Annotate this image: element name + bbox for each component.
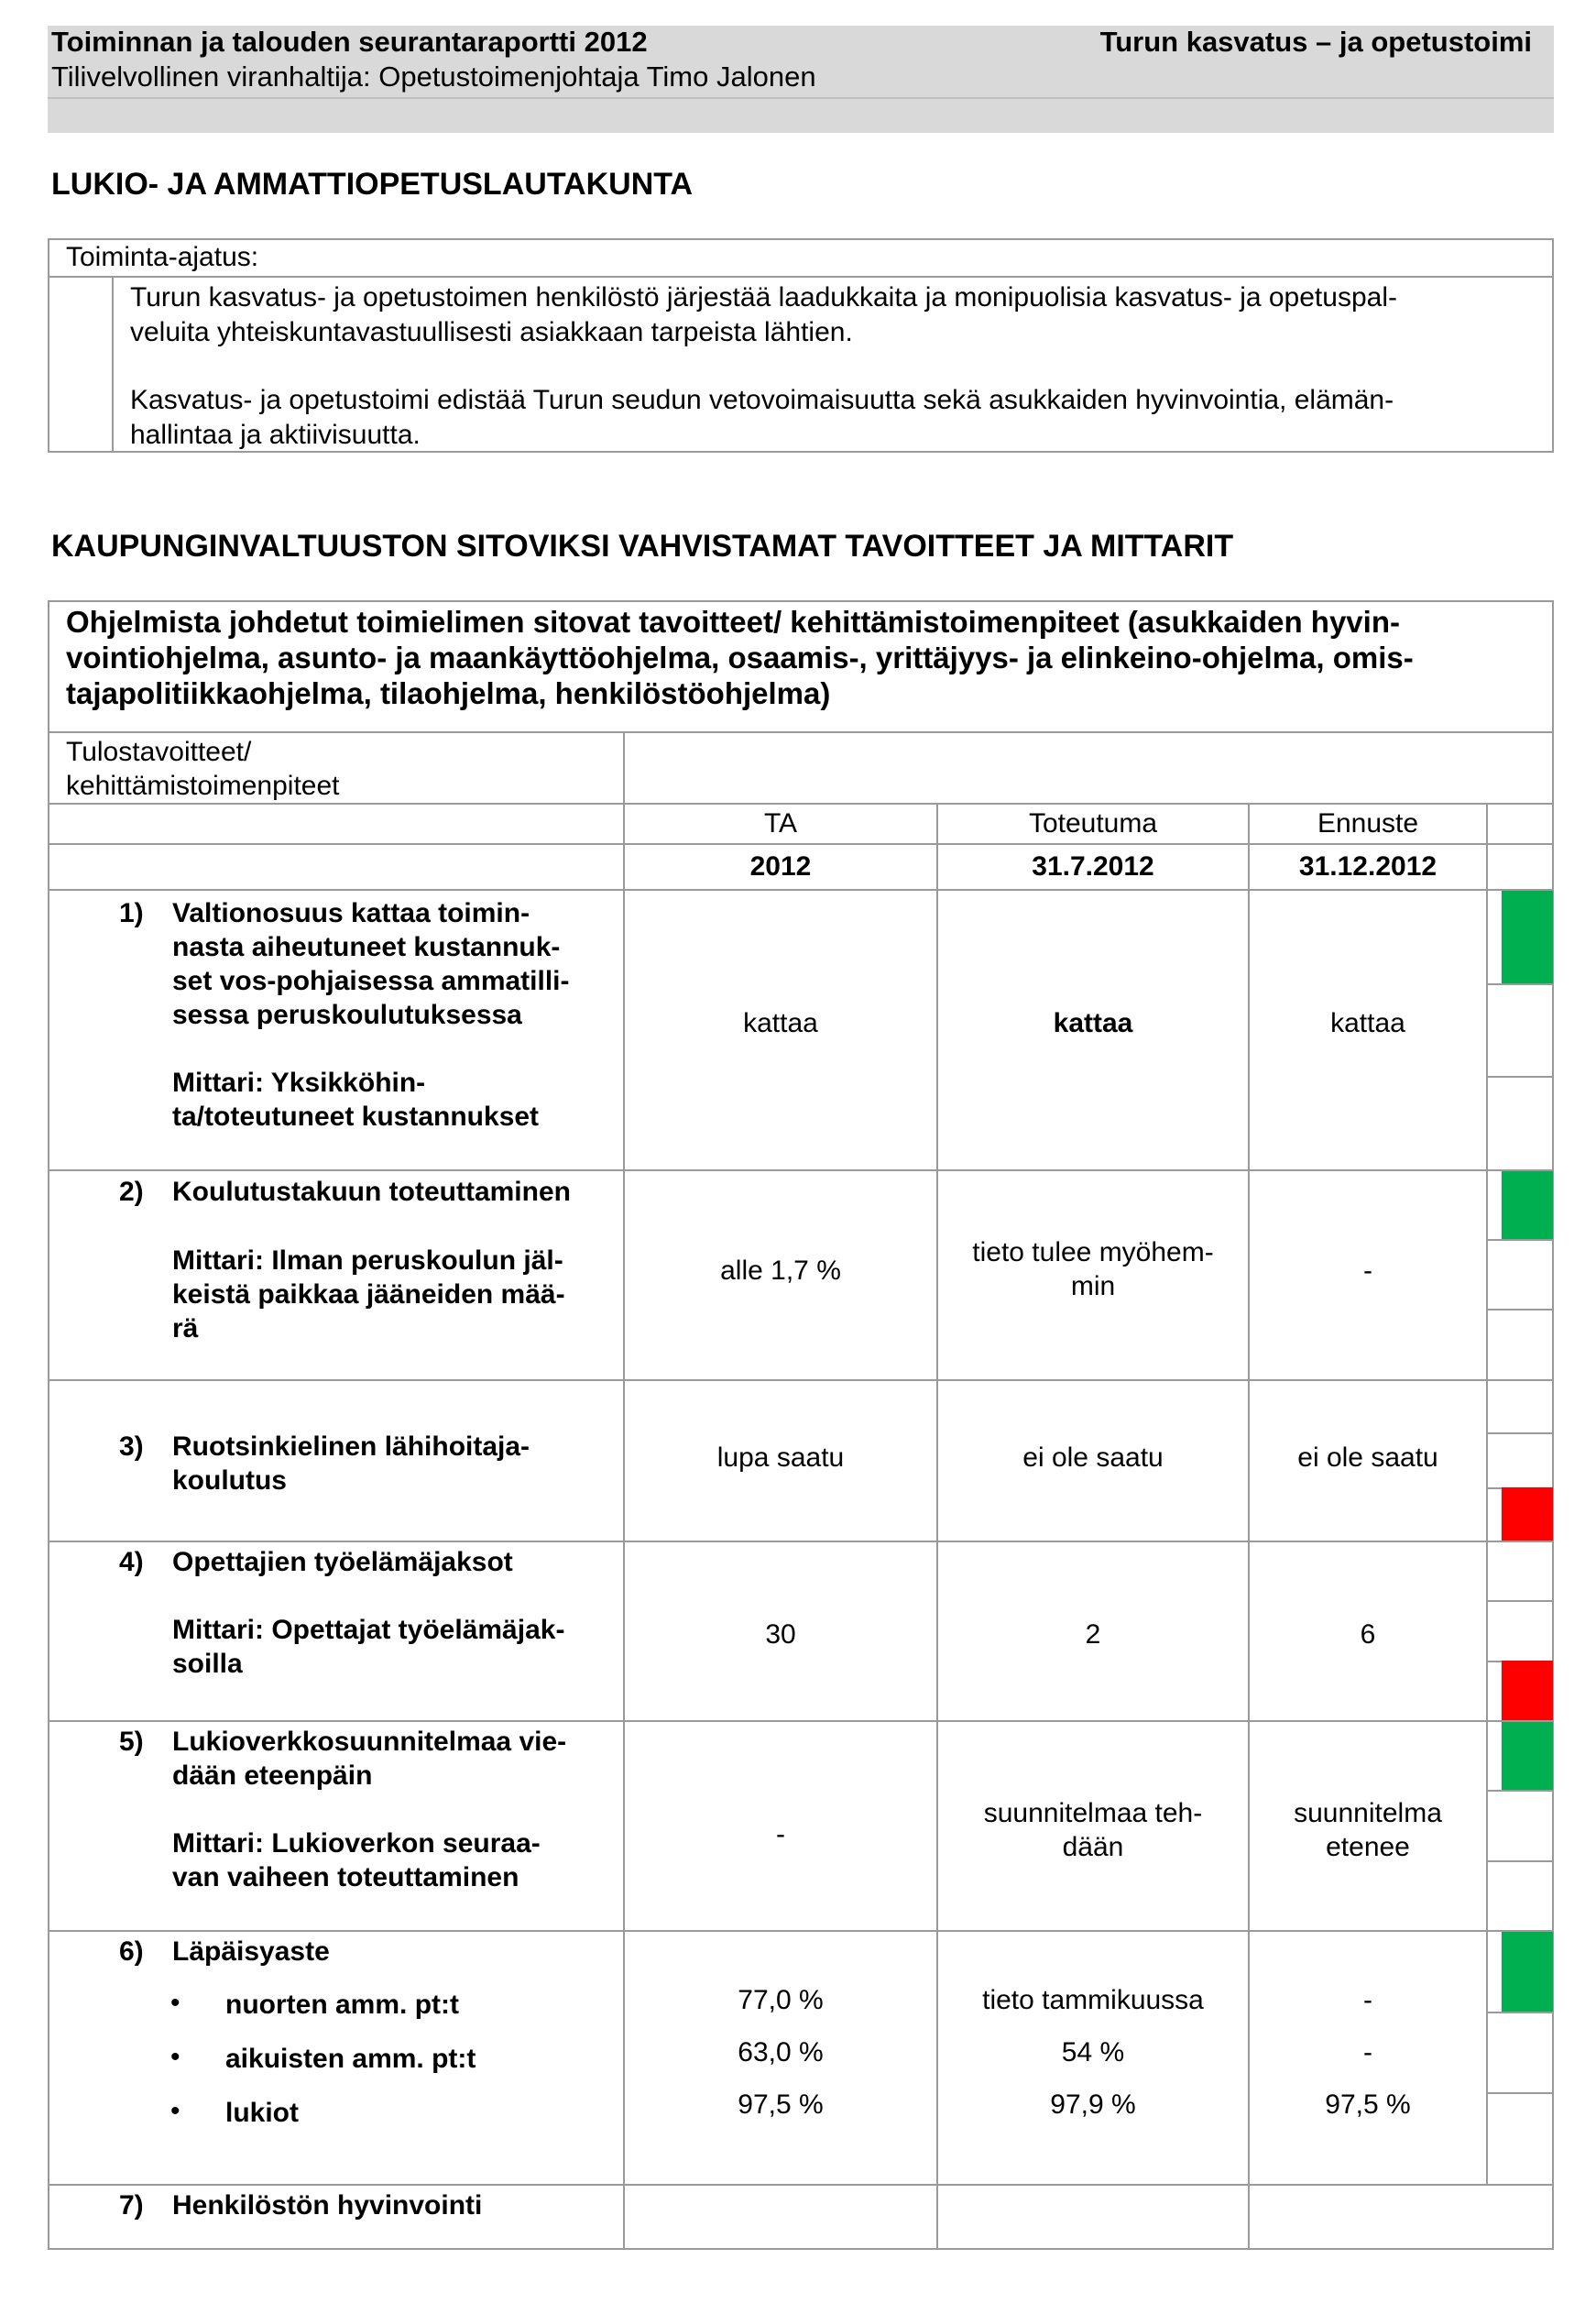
row2-toteutuma-1: tieto tulee myöhem- bbox=[972, 1237, 1214, 1267]
row3-ennuste: ei ole saatu bbox=[1297, 1442, 1438, 1473]
row3-number: 3) bbox=[119, 1431, 144, 1462]
row1-title-2: nasta aiheutuneet kustannuk- bbox=[172, 932, 561, 962]
row1-ennuste: kattaa bbox=[1330, 1008, 1405, 1038]
row5-number: 5) bbox=[119, 1727, 144, 1757]
accountable-official: Tilivelvollinen viranhaltija: Opetustoimenjohtaja Timo Jalonen bbox=[51, 60, 816, 93]
bullet-icon: • bbox=[170, 2042, 180, 2072]
row6-ennuste-1: - bbox=[1363, 1985, 1372, 2015]
status-subline bbox=[1486, 2012, 1554, 2013]
row6-bullet-2: aikuisten amm. pt:t bbox=[225, 2044, 476, 2074]
row6-bullet-1: nuorten amm. pt:t bbox=[225, 1990, 459, 2020]
table-hline bbox=[48, 1541, 1554, 1542]
table-hline bbox=[48, 1930, 1554, 1932]
row2-meter-2: keistä paikkaa jääneiden mää- bbox=[172, 1279, 565, 1310]
col-label-line1: Tulostavoitteet/ bbox=[66, 737, 252, 767]
status-subline bbox=[1486, 1076, 1554, 1078]
col-header-ennuste: Ennuste bbox=[1317, 808, 1419, 839]
row2-meter-1: Mittari: Ilman peruskoulun jäl- bbox=[172, 1245, 563, 1276]
table-hline bbox=[48, 1169, 1554, 1171]
row4-meter-1: Mittari: Opettajat työelämäjak- bbox=[172, 1615, 565, 1645]
table-hline bbox=[48, 889, 1554, 891]
row5-title-1: Lukioverkkosuunnitelmaa vie- bbox=[172, 1727, 567, 1757]
table-vline bbox=[623, 731, 625, 2250]
table-hline bbox=[48, 843, 1554, 845]
row6-ta-3: 97,5 % bbox=[738, 2089, 824, 2120]
mission-p2-line2: hallintaa ja aktiivisuutta. bbox=[130, 420, 421, 450]
row7-title-1: Henkilöstön hyvinvointi bbox=[172, 2190, 483, 2221]
row2-ta: alle 1,7 % bbox=[720, 1256, 841, 1286]
row5-title-2: dään eteenpäin bbox=[172, 1760, 373, 1791]
row3-toteutuma: ei ole saatu bbox=[1022, 1442, 1164, 1473]
row1-toteutuma: kattaa bbox=[1053, 1008, 1133, 1038]
row5-ennuste-2: etenee bbox=[1326, 1832, 1410, 1862]
table-vline bbox=[1486, 803, 1488, 2184]
status-subline bbox=[1486, 1432, 1554, 1434]
goals-title: KAUPUNGINVALTUUSTON SITOVIKSI VAHVISTAMAT TAVOITTEET JA MITTARIT bbox=[51, 529, 1234, 564]
mission-p2-line1: Kasvatus- ja opetustoimi edistää Turun seudun vetovoimaisuutta sekä asukkaiden hyvinvointia, elämän- bbox=[130, 385, 1394, 415]
mission-p1-line1: Turun kasvatus- ja opetustoimen henkilöstö järjestää laadukkaita ja monipuolisia kasvatus- ja opetuspal- bbox=[130, 282, 1397, 313]
status-subline bbox=[1486, 1860, 1554, 1862]
col-label-line2: kehittämistoimenpiteet bbox=[66, 771, 340, 801]
col-header-ta: TA bbox=[763, 808, 798, 839]
mission-indent-line bbox=[112, 276, 114, 453]
row6-number: 6) bbox=[119, 1936, 144, 1967]
row4-meter-2: soilla bbox=[172, 1649, 243, 1679]
row5-toteutuma-1: suunnitelmaa teh- bbox=[983, 1798, 1203, 1828]
row4-ennuste: 6 bbox=[1360, 1619, 1376, 1650]
row1-meter-2: ta/toteutuneet kustannukset bbox=[172, 1102, 540, 1132]
row6-toteutuma-2: 54 % bbox=[1061, 2037, 1125, 2067]
header-divider bbox=[48, 97, 1554, 99]
row4-number: 4) bbox=[119, 1547, 144, 1577]
table-hline bbox=[48, 1379, 1554, 1381]
row6-ta-1: 77,0 % bbox=[738, 1985, 824, 2015]
status-subline bbox=[1486, 2092, 1554, 2094]
organization-name: Turun kasvatus – ja opetustoimi bbox=[1099, 26, 1532, 58]
mission-p1-line2: veluita yhteiskuntavastuullisesti asiakkaan tarpeista lähtien. bbox=[130, 317, 853, 347]
col-date-ennuste: 31.12.2012 bbox=[1298, 851, 1437, 882]
row3-title-1: Ruotsinkielinen lähihoitaja- bbox=[172, 1431, 530, 1462]
row1-title-3: set vos-pohjaisessa ammatilli- bbox=[172, 966, 570, 996]
row5-meter-1: Mittari: Lukioverkon seuraa- bbox=[172, 1828, 541, 1859]
row1-number: 1) bbox=[119, 898, 144, 928]
row6-ta-2: 63,0 % bbox=[738, 2037, 824, 2067]
row4-ta: 30 bbox=[765, 1619, 796, 1650]
row2-meter-3: rä bbox=[172, 1313, 199, 1343]
table-heading-line1: Ohjelmista johdetut toimielimen sitovat tavoitteet/ kehittämistoimenpiteet (asukkaiden hyvin- bbox=[66, 605, 1400, 639]
status-subline bbox=[1486, 1309, 1554, 1311]
row5-toteutuma-2: dään bbox=[1062, 1832, 1124, 1862]
col-header-toteutuma: Toteutuma bbox=[1028, 808, 1158, 839]
col-date-ta: 2012 bbox=[749, 851, 812, 882]
status-subline bbox=[1486, 1600, 1554, 1602]
row1-meter-1: Mittari: Yksikköhin- bbox=[172, 1068, 426, 1098]
row6-ennuste-2: - bbox=[1363, 2037, 1372, 2067]
row6-toteutuma-1: tieto tammikuussa bbox=[982, 1985, 1204, 2015]
board-title: LUKIO- JA AMMATTIOPETUSLAUTAKUNTA bbox=[51, 167, 694, 202]
status-subline bbox=[1486, 1790, 1554, 1792]
row2-toteutuma-2: min bbox=[1070, 1271, 1116, 1301]
report-title: Toiminnan ja talouden seurantaraportti 2012 bbox=[51, 26, 648, 58]
mission-label: Toiminta-ajatus: bbox=[66, 242, 259, 272]
row4-toteutuma: 2 bbox=[1085, 1619, 1101, 1650]
row5-ta: - bbox=[776, 1819, 785, 1849]
row1-ta: kattaa bbox=[743, 1008, 818, 1038]
row7-number: 7) bbox=[119, 2190, 144, 2221]
row1-title-1: Valtionosuus kattaa toimin- bbox=[172, 898, 530, 928]
status-indicator-row2 bbox=[1502, 1171, 1553, 1239]
status-subline bbox=[1486, 983, 1554, 985]
status-indicator-row4 bbox=[1502, 1661, 1553, 1720]
row6-ennuste-3: 97,5 % bbox=[1325, 2089, 1411, 2120]
table-heading-line3: tajapolitiikkaohjelma, tilaohjelma, henkilöstöohjelma) bbox=[66, 676, 831, 710]
row2-title-1: Koulutustakuun toteuttaminen bbox=[172, 1177, 571, 1207]
bullet-icon: • bbox=[170, 1988, 180, 2018]
mission-divider bbox=[48, 276, 1554, 278]
table-hline bbox=[48, 1720, 1554, 1722]
col-date-toteutuma: 31.7.2012 bbox=[1032, 851, 1154, 882]
row6-toteutuma-3: 97,9 % bbox=[1050, 2089, 1136, 2120]
status-subline bbox=[1486, 1239, 1554, 1241]
status-indicator-row1 bbox=[1502, 891, 1553, 983]
table-heading-line2: vointiohjelma, asunto- ja maankäyttöohjelma, osaamis-, yrittäjyys- ja elinkeino-ohjelma, omis- bbox=[66, 641, 1414, 674]
row2-ennuste: - bbox=[1363, 1256, 1372, 1286]
bullet-icon: • bbox=[170, 2096, 180, 2126]
table-hline bbox=[48, 2184, 1554, 2186]
row3-title-2: koulutus bbox=[172, 1465, 287, 1496]
status-indicator-row5 bbox=[1502, 1722, 1553, 1790]
row5-ennuste-1: suunnitelma bbox=[1294, 1798, 1442, 1828]
row6-title-1: Läpäisyaste bbox=[172, 1936, 330, 1967]
table-hline bbox=[48, 803, 1554, 805]
status-indicator-row3 bbox=[1502, 1487, 1553, 1541]
row2-number: 2) bbox=[119, 1177, 144, 1207]
status-indicator-row6 bbox=[1502, 1932, 1553, 2012]
row6-bullet-3: lukiot bbox=[225, 2098, 299, 2128]
row4-title-1: Opettajien työelämäjaksot bbox=[172, 1547, 513, 1577]
row1-title-4: sessa peruskoulutuksessa bbox=[172, 1000, 522, 1030]
row5-meter-2: van vaiheen toteuttaminen bbox=[172, 1862, 519, 1892]
row3-ta: lupa saatu bbox=[716, 1442, 845, 1473]
table-hline bbox=[48, 731, 1554, 733]
